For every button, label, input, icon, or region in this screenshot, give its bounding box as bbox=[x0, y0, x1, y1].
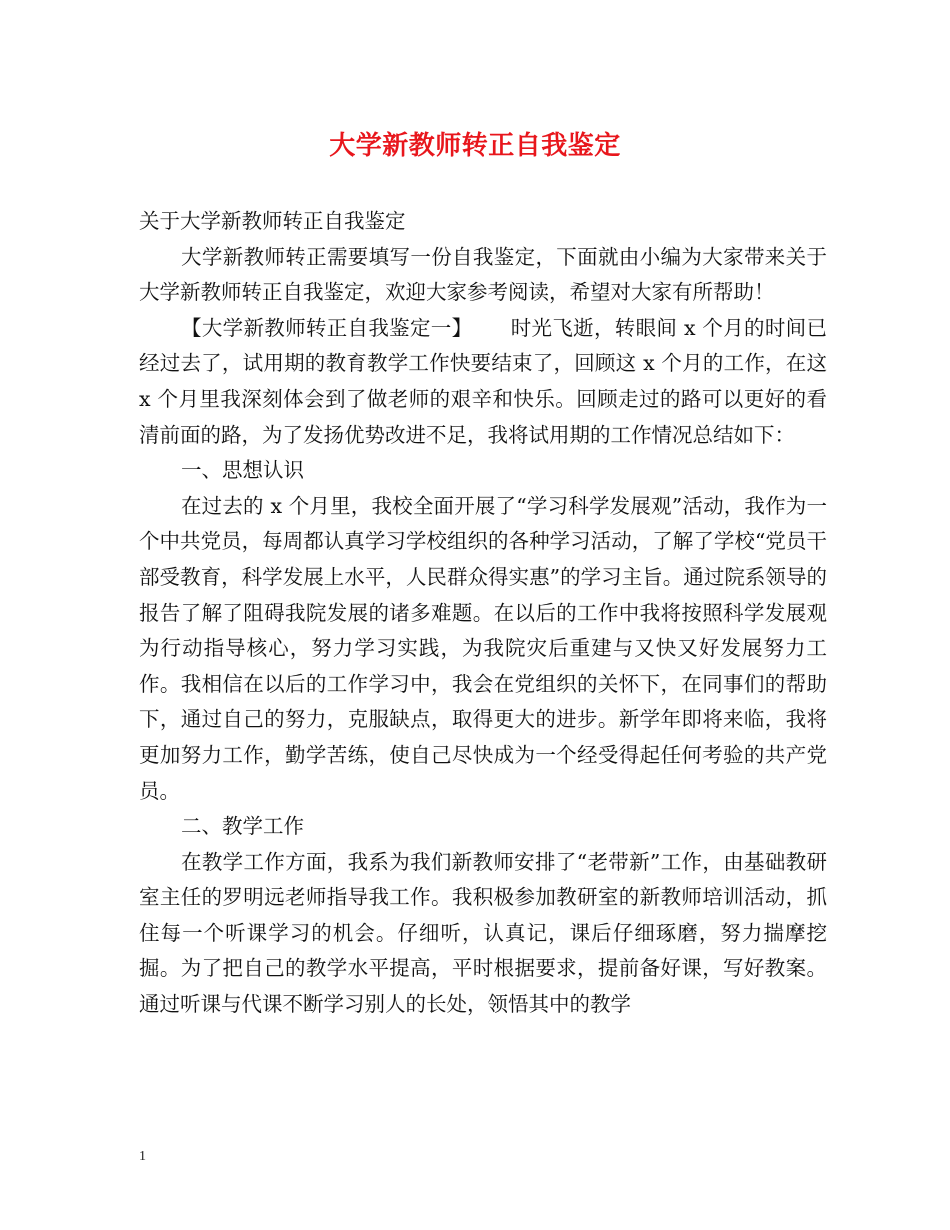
intro-paragraph: 大学新教师转正需要填写一份自我鉴定，下面就由小编为大家带来关于大学新教师转正自我鉴定，欢迎大家参考阅读，希望对大家有所帮助！ bbox=[139, 244, 827, 305]
subheading-teaching: 二、教学工作 bbox=[181, 814, 304, 839]
section-one-paragraph bbox=[139, 311, 827, 453]
thought-paragraph: 在过去的 x 个月里，我校全面开展了“学习科学发展观”活动，我作为一个中共党员，每周都认真学习学校组织的各种学习活动，了解了学校“党员干部受教育，科学发展上水平，人民群众得实惠”的学习主旨。通过院系领导的报告了解了阻碍我院发展的诸多难题。在以后的工作中我将按照科学发展观为行动指导核心，努力学习实践，为我院灾后重建与又快又好发展努力工作。我相信在以后的工作学习中，我会在党组织的关怀下，在同事们的帮助下，通过自己的努力，克服缺点，取得更大的进步。新学年即将来临，我将更加努力工作，勤学苦练，使自己尽快成为一个经受得起任何考验的共产党员。 bbox=[139, 493, 827, 803]
page-number: 1 bbox=[139, 1149, 146, 1164]
intro-heading: 关于大学新教师转正自我鉴定 bbox=[139, 209, 406, 233]
document-body bbox=[139, 204, 827, 1023]
teaching-paragraph: 在教学工作方面，我系为我们新教师安排了“老带新”工作，由基础教研室主任的罗明远老师指导我工作。我积极参加教研室的新教师培训活动，抓住每一个听课学习的机会。仔细听，认真记，课后仔细琢磨，努力揣摩挖掘。为了把自己的教学水平提高，平时根据要求，提前备好课，写好教案。通过听课与代课不断学习别人的长处，领悟其中的教学 bbox=[139, 849, 827, 1017]
document-title: 大学新教师转正自我鉴定 bbox=[329, 131, 621, 161]
subheading-thought: 一、思想认识 bbox=[181, 458, 304, 483]
section-heading: 【大学新教师转正自我鉴定一】 bbox=[181, 315, 473, 340]
section-one-text: 时光飞逝，转眼间 x 个月的时间已经过去了，试用期的教育教学工作快要结束了，回顾这 x 个月的工作，在这 x 个月里我深刻体会到了做老师的艰辛和快乐。回顾走过的路可以更好的看清前面的路，为了发扬优势改进不足，我将试用期的工作情况总结如下： bbox=[139, 315, 828, 447]
